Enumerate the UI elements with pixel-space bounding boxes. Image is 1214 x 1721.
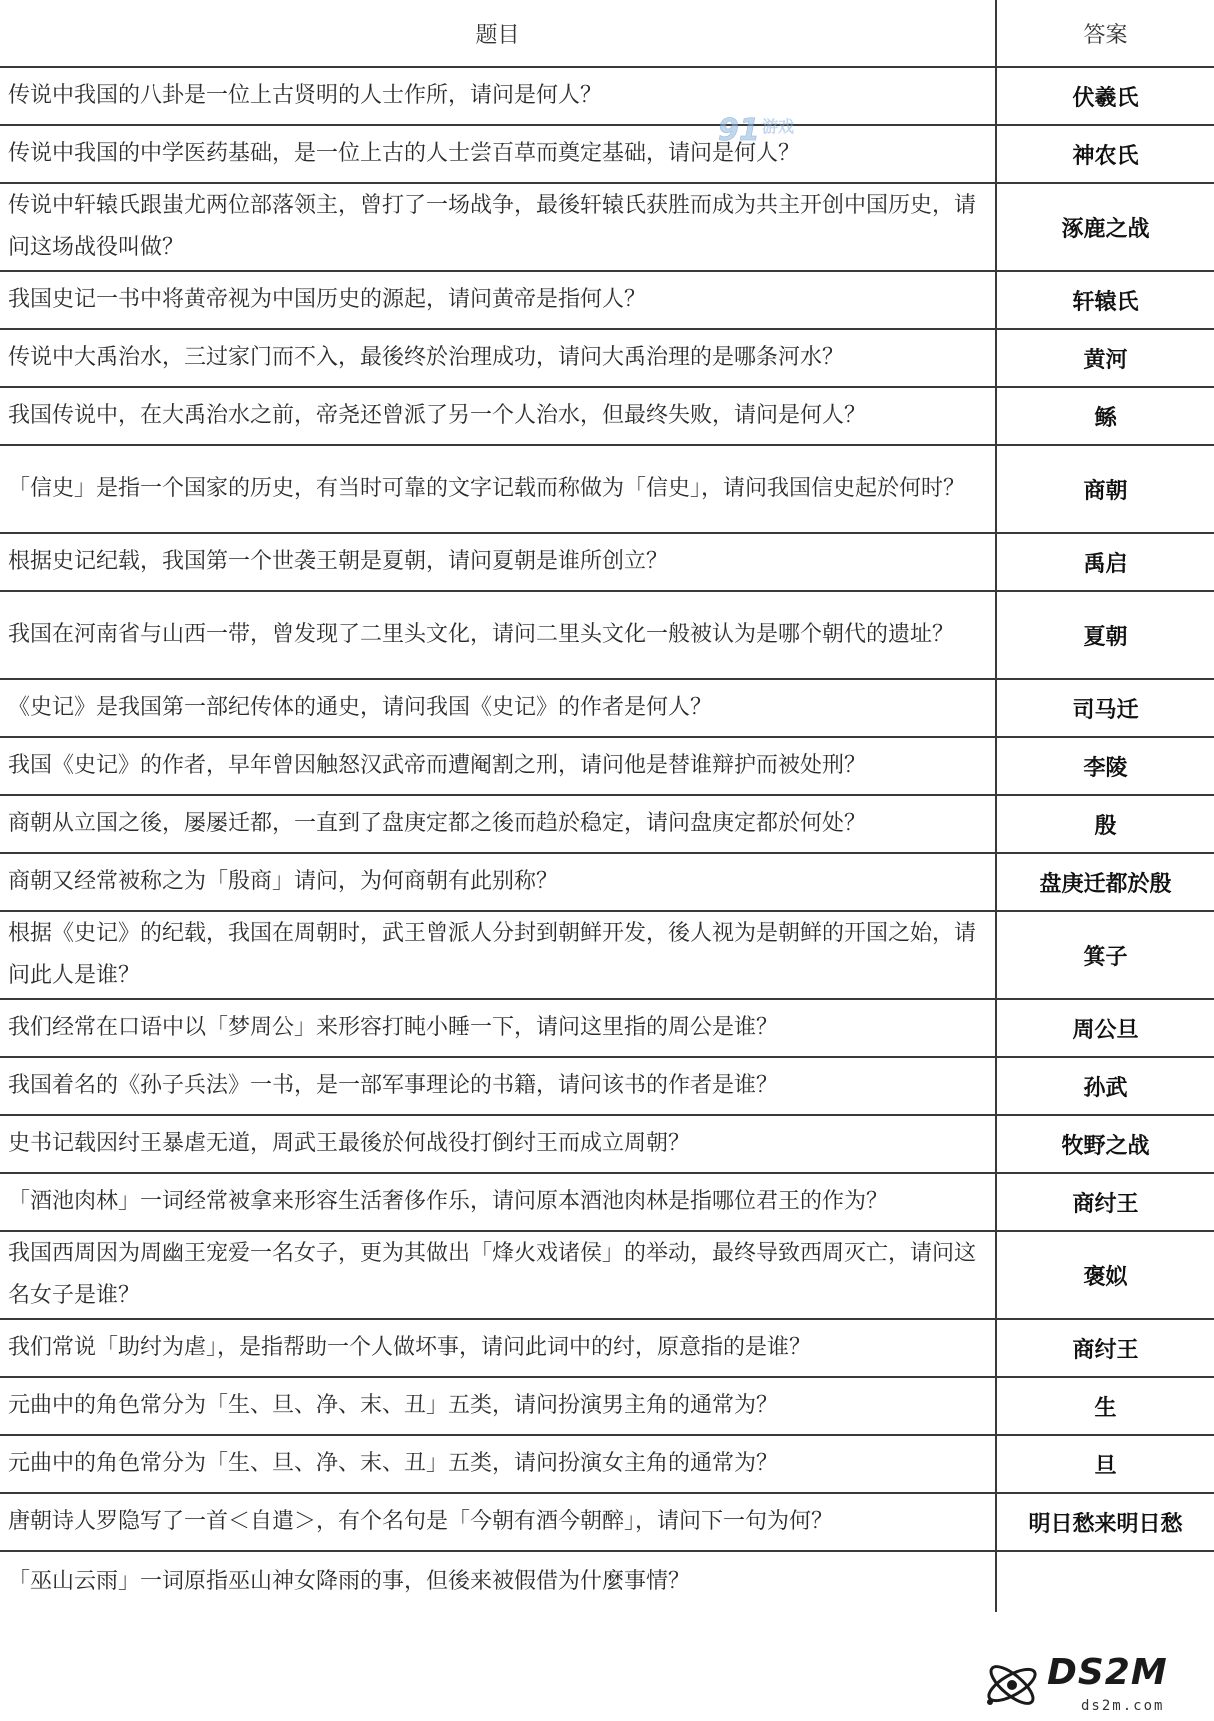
watermark-ds2m xyxy=(975,1648,1211,1720)
question-cell: 「信史」是指一个国家的历史，有当时可靠的文字记载而称做为「信史」，请问我国信史起於何时？ xyxy=(0,445,996,533)
table-row xyxy=(0,1231,1214,1319)
question-cell: 根据史记纪载，我国第一个世袭王朝是夏朝，请问夏朝是谁所创立？ xyxy=(0,533,996,591)
answer-cell: 神农氏 xyxy=(996,125,1214,183)
table-row xyxy=(0,795,1214,853)
question-cell: 《史记》是我国第一部纪传体的通史，请问我国《史记》的作者是何人？ xyxy=(0,679,996,737)
table-row xyxy=(0,445,1214,533)
question-cell: 「巫山云雨」一词原指巫山神女降雨的事，但後来被假借为什麼事情？ xyxy=(0,1551,996,1612)
answer-cell: 商纣王 xyxy=(996,1319,1214,1377)
question-cell: 我国西周因为周幽王宠爱一名女子，更为其做出「烽火戏诸侯」的举动，最终导致西周灭亡，请问这名女子是谁？ xyxy=(0,1231,996,1319)
question-cell: 「酒池肉林」一词经常被拿来形容生活奢侈作乐，请问原本酒池肉林是指哪位君王的作为？ xyxy=(0,1173,996,1231)
answer-cell: 箕子 xyxy=(996,911,1214,999)
answer-cell: 商朝 xyxy=(996,445,1214,533)
table-row xyxy=(0,1115,1214,1173)
question-cell: 我国着名的《孙子兵法》一书，是一部军事理论的书籍，请问该书的作者是谁？ xyxy=(0,1057,996,1115)
table-row xyxy=(0,911,1214,999)
question-cell: 我们常说「助纣为虐」，是指帮助一个人做坏事，请问此词中的纣，原意指的是谁？ xyxy=(0,1319,996,1377)
table-row xyxy=(0,737,1214,795)
question-cell: 我们经常在口语中以「梦周公」来形容打盹小睡一下，请问这里指的周公是谁？ xyxy=(0,999,996,1057)
question-cell: 商朝又经常被称之为「殷商」请问，为何商朝有此别称？ xyxy=(0,853,996,911)
answer-cell: 涿鹿之战 xyxy=(996,183,1214,271)
answer-cell: 明日愁来明日愁 xyxy=(996,1493,1214,1551)
table-row xyxy=(0,1057,1214,1115)
question-cell: 元曲中的角色常分为「生、旦、净、末、丑」五类，请问扮演男主角的通常为？ xyxy=(0,1377,996,1435)
answer-cell xyxy=(996,1551,1214,1612)
table-row xyxy=(0,679,1214,737)
question-column-header: 题目 xyxy=(0,0,996,67)
table-row xyxy=(0,1377,1214,1435)
table-row xyxy=(0,1173,1214,1231)
answer-cell: 生 xyxy=(996,1377,1214,1435)
answer-cell: 周公旦 xyxy=(996,999,1214,1057)
question-cell: 传说中轩辕氏跟蚩尤两位部落领主，曾打了一场战争，最後轩辕氏获胜而成为共主开创中国历史，请问这场战役叫做？ xyxy=(0,183,996,271)
table-row xyxy=(0,591,1214,679)
ds2m-logo-text: DS2M xyxy=(1047,1652,1168,1693)
answer-cell: 褒姒 xyxy=(996,1231,1214,1319)
ds2m-url-text: ds2m.com xyxy=(1081,1698,1165,1714)
table-row xyxy=(0,1435,1214,1493)
table-row xyxy=(0,1319,1214,1377)
question-cell: 唐朝诗人罗隐写了一首＜自遣＞，有个名句是「今朝有酒今朝醉」，请问下一句为何？ xyxy=(0,1493,996,1551)
answer-cell: 李陵 xyxy=(996,737,1214,795)
question-cell: 元曲中的角色常分为「生、旦、净、末、丑」五类，请问扮演女主角的通常为？ xyxy=(0,1435,996,1493)
table-row xyxy=(0,387,1214,445)
watermark-91-logo-icon xyxy=(716,110,816,150)
answer-cell: 商纣王 xyxy=(996,1173,1214,1231)
table-row xyxy=(0,183,1214,271)
table-row xyxy=(0,67,1214,125)
question-cell: 我国传说中，在大禹治水之前，帝尧还曾派了另一个人治水，但最终失败，请问是何人？ xyxy=(0,387,996,445)
answer-cell: 轩辕氏 xyxy=(996,271,1214,329)
answer-cell: 司马迁 xyxy=(996,679,1214,737)
answer-column-header: 答案 xyxy=(996,0,1214,67)
table-row xyxy=(0,999,1214,1057)
question-cell: 我国《史记》的作者，早年曾因触怒汉武帝而遭阉割之刑，请问他是替谁辩护而被处刑？ xyxy=(0,737,996,795)
question-cell: 传说中我国的中学医药基础，是一位上古的人士尝百草而奠定基础，请问是何人？ xyxy=(0,125,996,183)
answer-cell: 牧野之战 xyxy=(996,1115,1214,1173)
question-cell: 传说中大禹治水，三过家门而不入，最後终於治理成功，请问大禹治理的是哪条河水？ xyxy=(0,329,996,387)
answer-cell: 禹启 xyxy=(996,533,1214,591)
question-cell: 传说中我国的八卦是一位上古贤明的人士作所，请问是何人？ xyxy=(0,67,996,125)
answer-cell: 黄河 xyxy=(996,329,1214,387)
question-cell: 史书记载因纣王暴虐无道，周武王最後於何战役打倒纣王而成立周朝？ xyxy=(0,1115,996,1173)
table-row xyxy=(0,329,1214,387)
table-row xyxy=(0,1493,1214,1551)
ds2m-atom-logo-icon xyxy=(981,1654,1043,1716)
table-row xyxy=(0,1551,1214,1612)
table-header-row xyxy=(0,0,1214,67)
answer-cell: 旦 xyxy=(996,1435,1214,1493)
table-row xyxy=(0,533,1214,591)
answer-cell: 伏羲氏 xyxy=(996,67,1214,125)
question-cell: 我国史记一书中将黄帝视为中国历史的源起，请问黄帝是指何人？ xyxy=(0,271,996,329)
table-row xyxy=(0,853,1214,911)
table-row xyxy=(0,125,1214,183)
answer-cell: 孙武 xyxy=(996,1057,1214,1115)
svg-text:91: 91 xyxy=(718,113,760,148)
question-cell: 我国在河南省与山西一带，曾发现了二里头文化，请问二里头文化一般被认为是哪个朝代的遗址？ xyxy=(0,591,996,679)
answer-cell: 夏朝 xyxy=(996,591,1214,679)
table-row xyxy=(0,271,1214,329)
answer-cell: 殷 xyxy=(996,795,1214,853)
answer-cell: 鲧 xyxy=(996,387,1214,445)
question-cell: 根据《史记》的纪载，我国在周朝时，武王曾派人分封到朝鲜开发，後人视为是朝鲜的开国之始，请问此人是谁？ xyxy=(0,911,996,999)
question-cell: 商朝从立国之後，屡屡迁都，一直到了盘庚定都之後而趋於稳定，请问盘庚定都於何处？ xyxy=(0,795,996,853)
svg-text:游戏: 游戏 xyxy=(762,117,795,136)
answer-cell: 盘庚迁都於殷 xyxy=(996,853,1214,911)
